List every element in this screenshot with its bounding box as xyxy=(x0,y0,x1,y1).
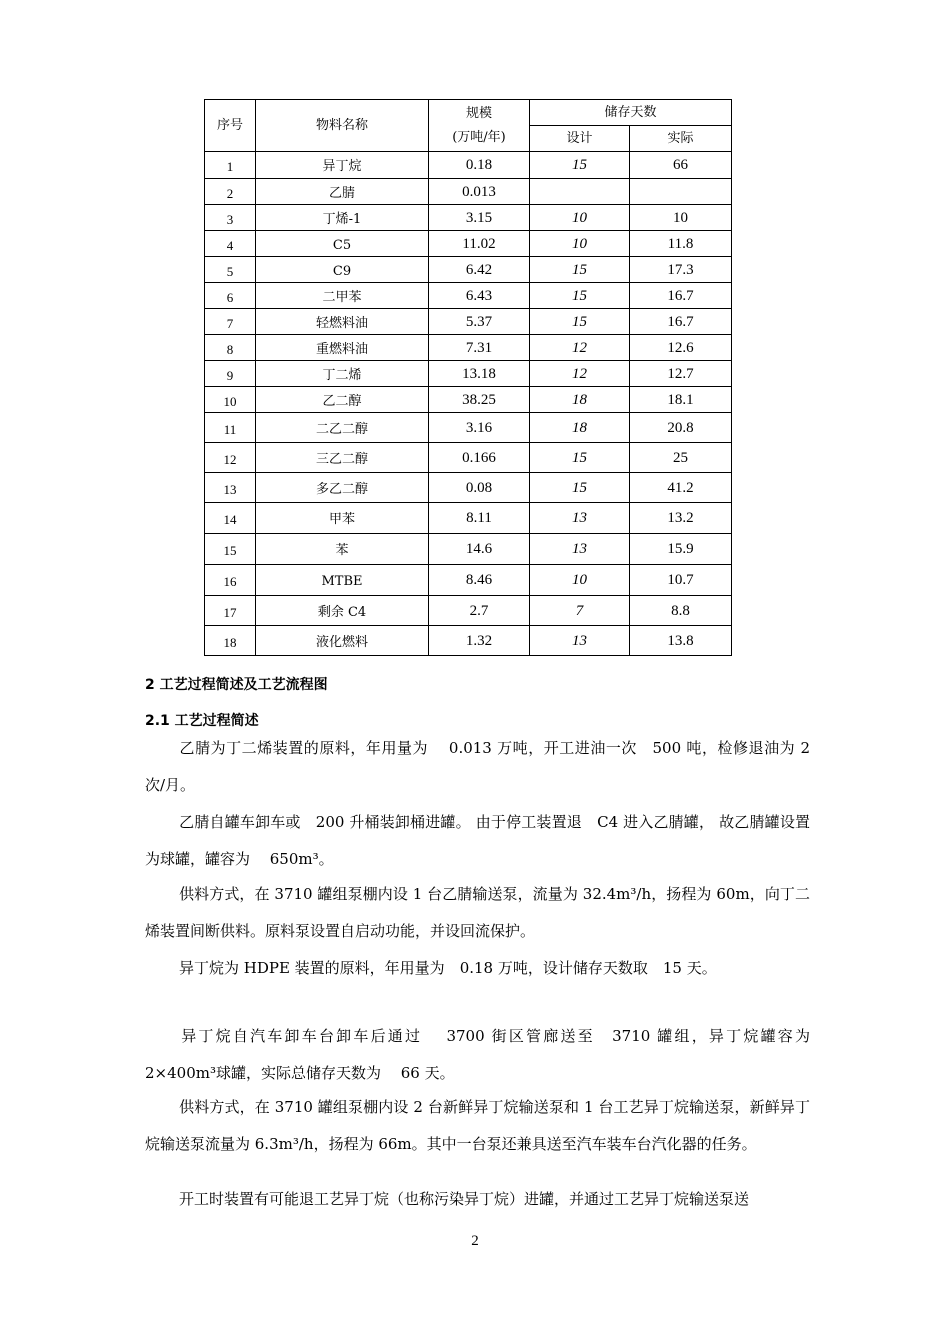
row-material-name: 乙腈 xyxy=(256,179,429,205)
row-index: 6 xyxy=(205,283,256,309)
row-actual-days: 12.6 xyxy=(630,335,732,361)
row-actual-days: 16.7 xyxy=(630,309,732,335)
row-index: 12 xyxy=(205,443,256,473)
row-scale: 2.7 xyxy=(429,596,530,626)
row-scale: 38.25 xyxy=(429,387,530,413)
row-actual-days: 41.2 xyxy=(630,473,732,503)
row-actual-days: 11.8 xyxy=(630,231,732,257)
paragraph-text: 乙腈自罐车卸车或 200 升桶装卸桶进罐。 由于停工装置退 C4 进入乙腈罐， 故乙腈罐设置为球罐，罐容为 650m³。 xyxy=(145,813,810,868)
table-row xyxy=(205,257,732,283)
row-index: 11 xyxy=(205,413,256,443)
row-design-days: 10 xyxy=(530,231,630,257)
row-material-name: 二乙二醇 xyxy=(256,413,429,443)
table-row xyxy=(205,361,732,387)
row-material-name: 液化燃料 xyxy=(256,626,429,656)
row-design-days: 13 xyxy=(530,626,630,656)
paragraph-text: 供料方式，在 3710 罐组泵棚内设 1 台乙腈输送泵，流量为 32.4m³/h，扬程为 60m，向丁二烯装置间断供料。原料泵设置自启动功能，并设回流保护。 xyxy=(145,885,810,940)
table-row xyxy=(205,534,732,565)
row-index: 3 xyxy=(205,205,256,231)
row-index: 13 xyxy=(205,473,256,503)
row-index: 14 xyxy=(205,503,256,534)
row-material-name: 丁烯-1 xyxy=(256,205,429,231)
row-material-name: 丁二烯 xyxy=(256,361,429,387)
header-storage-days: 储存天数 xyxy=(530,100,732,126)
row-scale: 6.42 xyxy=(429,257,530,283)
row-design-days: 12 xyxy=(530,361,630,387)
row-design-days: 15 xyxy=(530,443,630,473)
row-index: 16 xyxy=(205,565,256,596)
row-material-name: 多乙二醇 xyxy=(256,473,429,503)
row-design-days: 18 xyxy=(530,387,630,413)
table-row xyxy=(205,473,732,503)
row-scale: 8.11 xyxy=(429,503,530,534)
body-paragraph xyxy=(145,804,810,878)
table-row xyxy=(205,387,732,413)
row-design-days: 13 xyxy=(530,503,630,534)
header-design: 设计 xyxy=(530,126,630,152)
row-scale: 0.166 xyxy=(429,443,530,473)
storage-table xyxy=(204,99,732,656)
body-paragraph xyxy=(145,1018,810,1092)
row-material-name: C5 xyxy=(256,231,429,257)
table-row xyxy=(205,626,732,656)
row-index: 1 xyxy=(205,152,256,179)
page-number: 2 xyxy=(471,1233,479,1249)
row-material-name: 重燃料油 xyxy=(256,335,429,361)
table-row xyxy=(205,309,732,335)
table-row xyxy=(205,503,732,534)
table-row xyxy=(205,152,732,179)
row-actual-days: 10.7 xyxy=(630,565,732,596)
row-material-name: 轻燃料油 xyxy=(256,309,429,335)
row-index: 7 xyxy=(205,309,256,335)
row-actual-days: 13.8 xyxy=(630,626,732,656)
row-index: 9 xyxy=(205,361,256,387)
row-scale: 0.013 xyxy=(429,179,530,205)
paragraph-text: 乙腈为丁二烯装置的原料，年用量为 0.013 万吨，开工进油一次 500 吨，检修退油为 2 次/月。 xyxy=(145,739,810,794)
row-actual-days: 13.2 xyxy=(630,503,732,534)
table-row xyxy=(205,283,732,309)
row-material-name: C9 xyxy=(256,257,429,283)
row-material-name: 甲苯 xyxy=(256,503,429,534)
header-scale-line2: (万吨/年) xyxy=(452,129,506,145)
table-row xyxy=(205,205,732,231)
row-index: 4 xyxy=(205,231,256,257)
table-row xyxy=(205,443,732,473)
row-actual-days: 17.3 xyxy=(630,257,732,283)
row-scale: 13.18 xyxy=(429,361,530,387)
row-index: 17 xyxy=(205,596,256,626)
row-scale: 5.37 xyxy=(429,309,530,335)
subsection-heading-2-1: 2.1 工艺过程简述 xyxy=(145,713,259,729)
table-row xyxy=(205,413,732,443)
row-actual-days: 20.8 xyxy=(630,413,732,443)
body-paragraph xyxy=(145,950,810,987)
paragraph-text: 开工时装置有可能退工艺异丁烷（也称污染异丁烷）进罐，并通过工艺异丁烷输送泵送 xyxy=(179,1190,750,1208)
row-scale: 7.31 xyxy=(429,335,530,361)
header-scale xyxy=(429,100,530,152)
row-actual-days: 12.7 xyxy=(630,361,732,387)
row-actual-days: 10 xyxy=(630,205,732,231)
row-design-days: 18 xyxy=(530,413,630,443)
row-material-name: MTBE xyxy=(256,565,429,596)
row-actual-days: 15.9 xyxy=(630,534,732,565)
header-actual: 实际 xyxy=(630,126,732,152)
row-design-days: 10 xyxy=(530,205,630,231)
row-design-days: 7 xyxy=(530,596,630,626)
body-paragraph xyxy=(145,876,810,950)
row-design-days: 10 xyxy=(530,565,630,596)
row-index: 10 xyxy=(205,387,256,413)
row-actual-days: 66 xyxy=(630,152,732,179)
paragraph-text: 供料方式，在 3710 罐组泵棚内设 2 台新鲜异丁烷输送泵和 1 台工艺异丁烷输送泵，新鲜异丁烷输送泵流量为 6.3m³/h，扬程为 66m。其中一台泵还兼具送至汽车装车台汽化器的任务。 xyxy=(145,1098,810,1153)
row-scale: 0.18 xyxy=(429,152,530,179)
row-design-days: 15 xyxy=(530,257,630,283)
row-material-name: 苯 xyxy=(256,534,429,565)
row-scale: 8.46 xyxy=(429,565,530,596)
section-heading-2: 2 工艺过程简述及工艺流程图 xyxy=(145,677,328,693)
row-actual-days: 18.1 xyxy=(630,387,732,413)
row-scale: 3.16 xyxy=(429,413,530,443)
header-name: 物料名称 xyxy=(256,100,429,152)
row-index: 8 xyxy=(205,335,256,361)
table-row xyxy=(205,596,732,626)
header-index: 序号 xyxy=(205,100,256,152)
row-design-days: 13 xyxy=(530,534,630,565)
row-actual-days: 16.7 xyxy=(630,283,732,309)
table-row xyxy=(205,179,732,205)
row-actual-days: 8.8 xyxy=(630,596,732,626)
row-index: 18 xyxy=(205,626,256,656)
paragraph-text: 异丁烷自汽车卸车台卸车后通过 3700 街区管廊送至 3710 罐组，异丁烷罐容为 2×400m³球罐，实际总储存天数为 66 天。 xyxy=(145,1027,810,1082)
table-row xyxy=(205,335,732,361)
row-material-name: 乙二醇 xyxy=(256,387,429,413)
table-row xyxy=(205,565,732,596)
row-scale: 14.6 xyxy=(429,534,530,565)
row-design-days: 15 xyxy=(530,309,630,335)
row-actual-days: 25 xyxy=(630,443,732,473)
table-row xyxy=(205,231,732,257)
row-design-days: 12 xyxy=(530,335,630,361)
row-design-days xyxy=(530,179,630,205)
row-material-name: 二甲苯 xyxy=(256,283,429,309)
row-index: 15 xyxy=(205,534,256,565)
row-scale: 0.08 xyxy=(429,473,530,503)
paragraph-text: 异丁烷为 HDPE 装置的原料，年用量为 0.18 万吨，设计储存天数取 15 天。 xyxy=(179,959,717,977)
row-scale: 11.02 xyxy=(429,231,530,257)
row-design-days: 15 xyxy=(530,473,630,503)
row-scale: 3.15 xyxy=(429,205,530,231)
body-paragraph xyxy=(145,1089,810,1163)
row-index: 2 xyxy=(205,179,256,205)
body-paragraph xyxy=(145,730,810,804)
header-scale-line1: 规模 xyxy=(465,105,492,121)
row-material-name: 三乙二醇 xyxy=(256,443,429,473)
row-material-name: 异丁烷 xyxy=(256,152,429,179)
body-paragraph xyxy=(145,1181,810,1218)
row-scale: 1.32 xyxy=(429,626,530,656)
row-design-days: 15 xyxy=(530,152,630,179)
row-scale: 6.43 xyxy=(429,283,530,309)
row-actual-days xyxy=(630,179,732,205)
row-index: 5 xyxy=(205,257,256,283)
row-design-days: 15 xyxy=(530,283,630,309)
row-material-name: 剩余 C4 xyxy=(256,596,429,626)
